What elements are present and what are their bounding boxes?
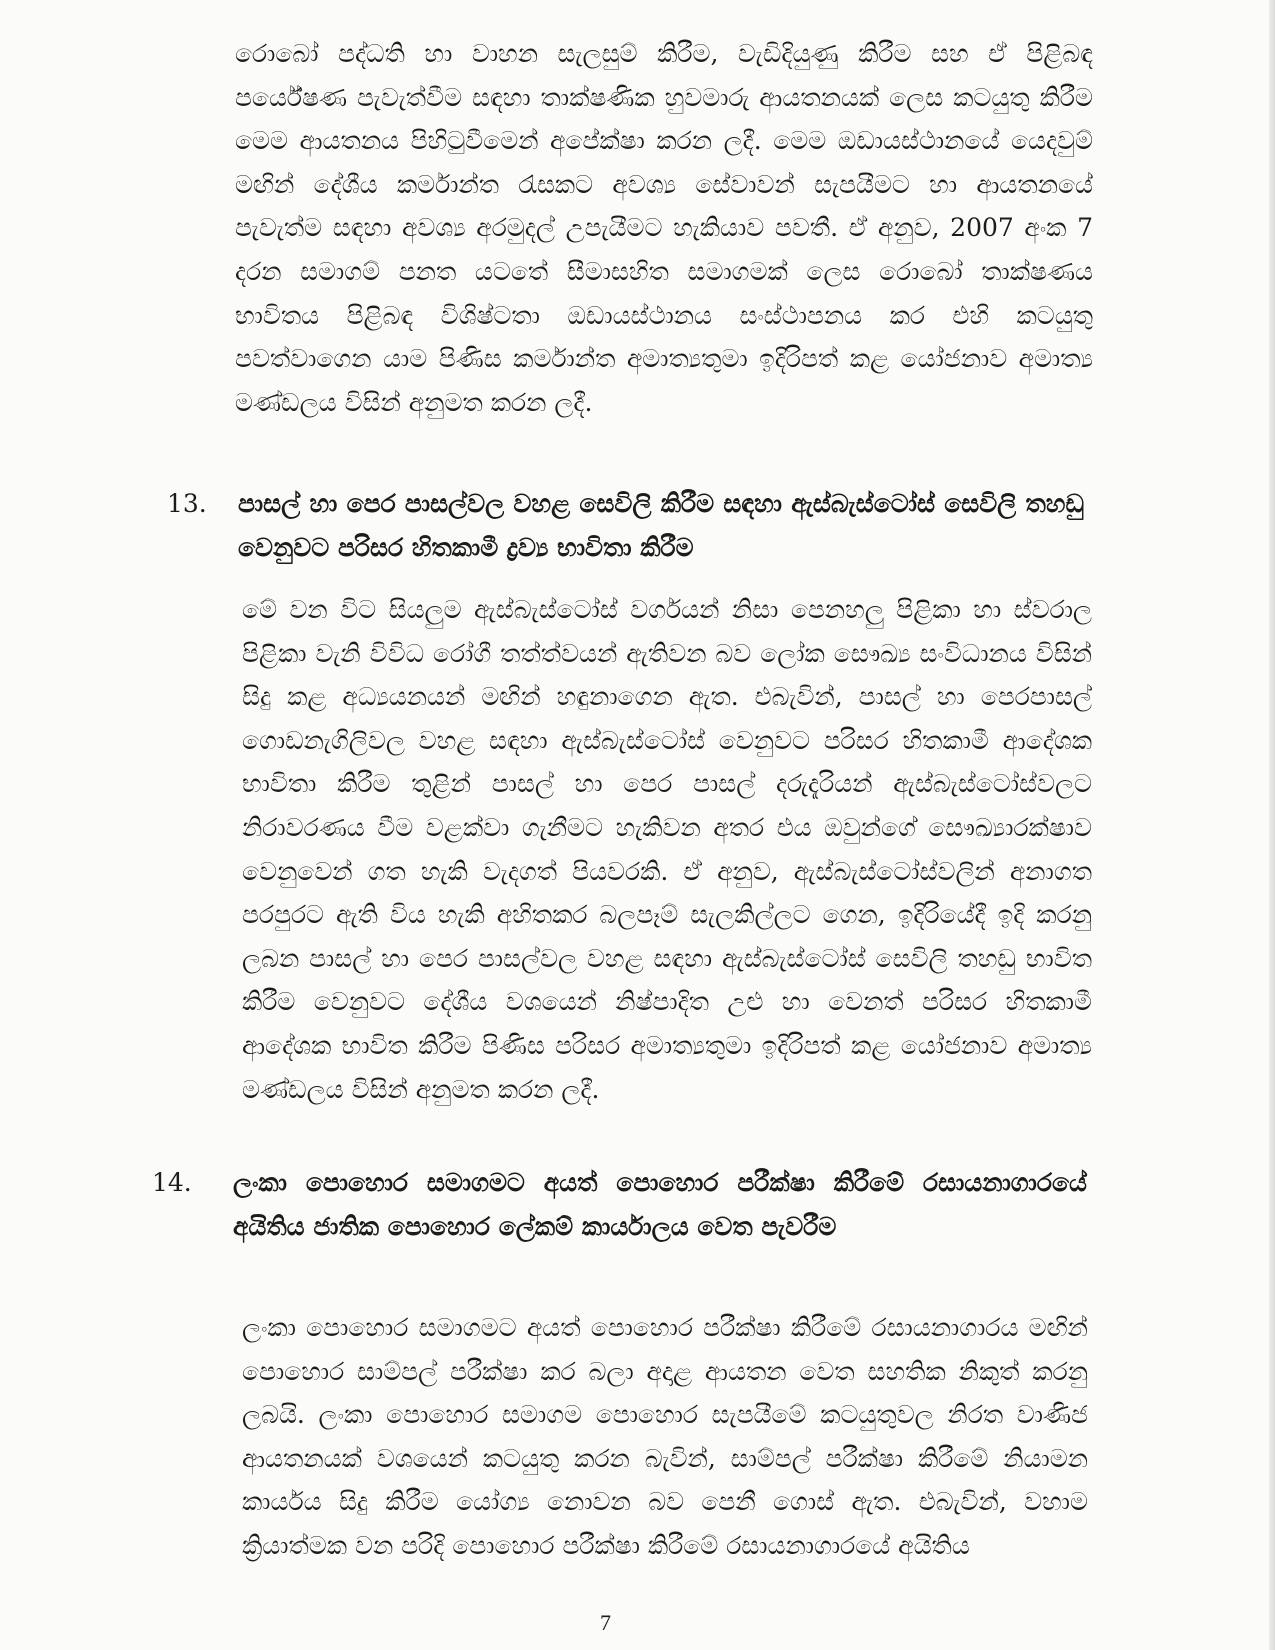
- item-14-body: [242, 1306, 1088, 1568]
- item-13-body-text: මේ වන විට සියලුම ඇස්බැස්ටෝස් වර්ගයන් නිසා පෙනහලු පිළිකා හා ස්වරාල පිළිකා වැනි විවිධ රෝගී තත්ත්වයන් ඇතිවන බව ලෝක සෞඛ්‍ය සංවිධානය විසින් සිදු කළ අධ්‍යයනයන් මඟින් හඳුනාගෙන ඇත. එබැවින්, පාසල් හා පෙරපාසල් ගොඩනැගිලිවල වහළ සඳහා ඇස්බැස්ටෝස් වෙනුවට පරිසර හිතකාමී ආදේශක භාවිතා කිරීම තුළින් පාසල් හා පෙර පාසල් දරුදැරියන් ඇස්බැස්ටෝස්වලට නිරාවරණය වීම වළක්වා ගැනීමට හැකිවන අතර එය ඔවුන්ගේ සෞඛ්‍යාරක්ෂාව වෙනුවෙන් ගත හැකි වැදගත් පියවරකි. ඒ අනුව, ඇස්බැස්ටෝස්වලින් අනාගත පරපුරට ඇති විය හැකි අහිතකර බලපෑම් සැලකිල්ලට ගෙන, ඉදිරියේදී ඉදි කරනු ලබන පාසල් හා පෙර පාසල්වල වහළ සඳහා ඇස්බැස්ටෝස් සෙවිලි තහඩු භාවිත කිරීම වෙනුවට දේශීය වශයෙන් නිෂ්පාදිත උළු හා වෙනත් පරිසර හිතකාමී ආදේශක භාවිත කිරීම පිණිස පරිසර අමාත්‍යතුමා ඉදිරිපත් කළ යෝජනාව අමාත්‍ය මණ්ඩලය විසින් අනුමත කරන ලදී.: [242, 595, 1092, 1104]
- scan-edge-shadow: [1269, 0, 1275, 1650]
- intro-paragraph: [235, 32, 1093, 424]
- item-13-body: [242, 588, 1092, 1111]
- item-13-number: 13.: [167, 489, 207, 518]
- item-14-number: 14.: [152, 1168, 192, 1197]
- item-14-heading: ලංකා පොහොර සමාගමට අයත් පොහොර පරීක්ෂා කිරීමේ රසායනාගාරයේ අයිතිය ජාතික පොහොර ලේකම් කාර්යාලය වෙත පැවරීම: [233, 1168, 1087, 1241]
- item-14-body-text: ලංකා පොහොර සමාගමට අයත් පොහොර පරීක්ෂා කිරීමේ රසායනාගාරය මඟින් පොහොර සාම්පල් පරීක්ෂා කර බලා අදාළ ආයතන වෙත සහතික නිකුත් කරනු ලබයි. ලංකා පොහොර සමාගම පොහොර සැපයීමේ කටයුතුවල නිරත වාණිජ ආයතනයක් වශයෙන් කටයුතු කරන බැවින්, සාම්පල් පරීක්ෂා කිරීමේ නියාමන කාර්යය සිදු කිරීම යෝග්‍ය නොවන බව පෙනී ගොස් ඇත. එබැවින්, වහාම ක්‍රියාත්මක වන පරිදි පොහොර පරීක්ෂා කිරීමේ රසායනාගාරයේ අයිතිය: [242, 1313, 1088, 1560]
- intro-paragraph-text: රොබෝ පද්ධති හා වාහන සැලසුම් කිරීම, වැඩිදියුණු කිරීම සහ ඒ පිළිබඳ පර්යේෂණ පැවැත්වීම සඳහා තාක්ෂණික හුවමාරු ආයතනයක් ලෙස කටයුතු කිරීම මෙම ආයතනය පිහිටුවීමෙන් අපේක්ෂා කරන ලදී. මෙම ඔඩායස්ථානයේ යෙදවුම් මඟින් දේශීය කර්මාන්ත රැසකට අවශ්‍ය සේවාවන් සැපයීමට හා ආයතනයේ පැවැත්ම සඳහා අවශ්‍ය අරමුදල් උපැයීමට හැකියාව පවතී. ඒ අනුව, 2007 අංක 7 දරන සමාගම් පනත යටතේ සීමාසහිත සමාගමක් ලෙස රොබෝ තාක්ෂණය භාවිතය පිළිබඳ විශිෂ්ටතා ඔඩායස්ථානය සංස්ථාපනය කර එහි කටයුතු පවත්වාගෙන යාම පිණිස කර්මාන්ත අමාත්‍යතුමා ඉදිරිපත් කළ යෝජනාව අමාත්‍ය මණ්ඩලය විසින් අනුමත කරන ලදී.: [235, 39, 1093, 417]
- item-13-heading: පාසල් හා පෙර පාසල්වල වහළ සෙවිලි කිරීම සඳහා ඇස්බැස්ටෝස් සෙවිලි තහඩු වෙනුවට පරිසර හිතකාමී ද්‍රව්‍ය භාවිතා කිරීම: [238, 489, 1084, 562]
- page-number: 7: [600, 1610, 611, 1635]
